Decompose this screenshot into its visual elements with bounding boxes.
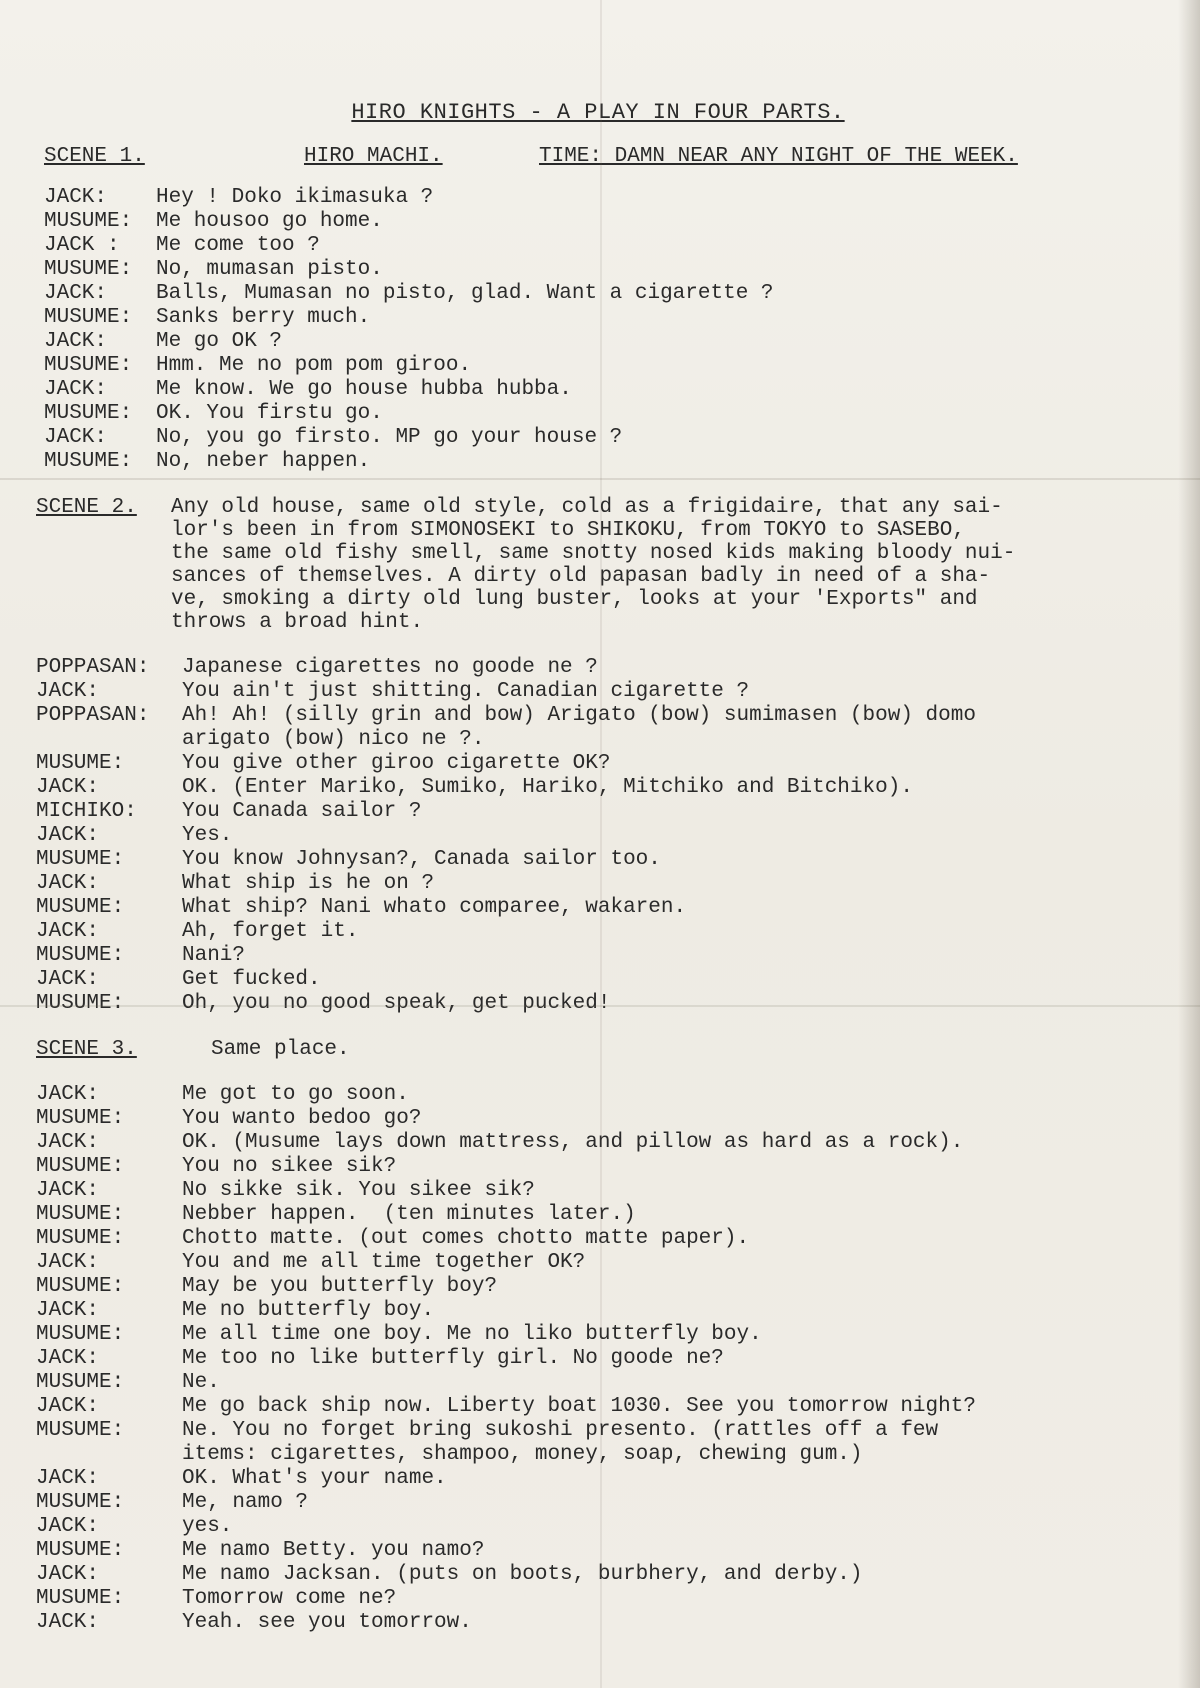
dialogue-line [36,896,1160,920]
dialogue-line [36,402,1160,426]
dialogue-text: Me namo Betty. you namo? [182,1539,485,1562]
speaker-name: MUSUME: [36,1323,125,1346]
dialogue-line [36,824,1160,848]
speaker-name: JACK: [36,824,100,847]
speaker-name: MUSUME: [36,1155,125,1178]
dialogue-text: Ne. You no forget bring sukoshi presento. (rattles off a few [182,1419,939,1442]
dialogue-text: No, mumasan pisto. [156,258,383,281]
dialogue-text: Tomorrow come ne? [182,1587,397,1610]
dialogue-text: Chotto matte. (out comes chotto matte paper). [182,1227,750,1250]
speaker-name: JACK: [36,1347,100,1370]
dialogue-line [36,1203,1160,1227]
dialogue-text: Me all time one boy. Me no liko butterfly boy. [182,1323,762,1346]
dialogue-text: No, you go firsto. MP go your house ? [156,426,623,449]
dialogue-text: May be you butterfly boy? [182,1275,498,1298]
speaker-name: JACK: [44,186,108,209]
dialogue-line [36,234,1160,258]
dialogue-line [36,1395,1160,1419]
dialogue-text: Japanese cigarettes no goode ne ? [182,656,598,679]
dialogue-text: OK. You firstu go. [156,402,383,425]
dialogue-text: You and me all time together OK? [182,1251,586,1274]
scene-1-dialogue [36,186,1160,474]
description-line: ve, smoking a dirty old lung buster, looks at your 'Exports" and [171,588,978,611]
scene-2-label: SCENE 2. [36,496,137,519]
dialogue-line [36,1083,1160,1107]
speaker-name: POPPASAN: [36,704,150,727]
dialogue-text: Nebber happen. (ten minutes later.) [182,1203,636,1226]
dialogue-text: Me go OK ? [156,330,283,353]
dialogue-line [36,450,1160,474]
dialogue-text: OK. (Enter Mariko, Sumiko, Hariko, Mitchiko and Bitchiko). [182,776,913,799]
speaker-name: MUSUME: [44,306,133,329]
speaker-name [36,1443,182,1467]
scene-1-place: HIRO MACHI. [304,145,443,168]
speaker-name: MUSUME: [36,1227,125,1250]
dialogue-line [36,426,1160,450]
dialogue-text: arigato (bow) nico ne ?. [182,728,485,751]
dialogue-text: Hey ! Doko ikimasuka ? [156,186,434,209]
dialogue-text: You ain't just shitting. Canadian cigarette ? [182,680,750,703]
dialogue-line [36,848,1160,872]
speaker-name: JACK: [36,776,100,799]
dialogue-text: Nani? [182,944,246,967]
scene-1-time: TIME: DAMN NEAR ANY NIGHT OF THE WEEK. [539,145,1018,168]
dialogue-line [36,1443,1160,1467]
description-line: lor's been in from SIMONOSEKI to SHIKOKU, from TOKYO to SASEBO, [171,519,965,542]
dialogue-line [36,1491,1160,1515]
dialogue-line [36,258,1160,282]
dialogue-line [36,872,1160,896]
dialogue-line [36,378,1160,402]
scene-2-description [171,496,1160,634]
speaker-name: JACK: [36,920,100,943]
dialogue-line [36,186,1160,210]
dialogue-text: Ah! Ah! (silly grin and bow) Arigato (bow) sumimasen (bow) domo [182,704,976,727]
dialogue-line [36,800,1160,824]
dialogue-text: OK. What's your name. [182,1467,447,1490]
speaker-name: MUSUME: [44,402,133,425]
paper-edge-shadow [1178,0,1200,1688]
speaker-name: MUSUME: [36,896,125,919]
dialogue-line [36,752,1160,776]
dialogue-text: What ship? Nani whato comparee, wakaren. [182,896,687,919]
dialogue-text: Hmm. Me no pom pom giroo. [156,354,472,377]
dialogue-text: Get fucked. [182,968,321,991]
speaker-name: JACK: [44,378,108,401]
speaker-name: MUSUME: [36,992,125,1015]
scene-3-header [36,1038,1160,1061]
dialogue-line [36,1107,1160,1131]
speaker-name: JACK: [36,1083,100,1106]
dialogue-text: Balls, Mumasan no pisto, glad. Want a cigarette ? [156,282,774,305]
speaker-name: MUSUME: [36,1539,125,1562]
dialogue-line [36,776,1160,800]
dialogue-text: No, neber happen. [156,450,371,473]
dialogue-line [36,680,1160,704]
speaker-name: JACK: [36,1563,100,1586]
page-title: HIRO KNIGHTS - A PLAY IN FOUR PARTS. [351,100,845,125]
dialogue-text: Ne. [182,1371,220,1394]
dialogue-line [36,992,1160,1016]
speaker-name: MUSUME: [36,1491,125,1514]
dialogue-line [36,1347,1160,1371]
speaker-name: POPPASAN: [36,656,150,679]
scene-3-place: Same place. [211,1038,350,1061]
dialogue-line [36,1515,1160,1539]
dialogue-text: You give other giroo cigarette OK? [182,752,611,775]
paper-fold-vertical [600,0,602,1688]
speaker-name: MUSUME: [36,944,125,967]
speaker-name: MUSUME: [36,752,125,775]
dialogue-line [36,1371,1160,1395]
dialogue-line [36,1299,1160,1323]
speaker-name: JACK: [36,1515,100,1538]
speaker-name: JACK: [36,968,100,991]
dialogue-text: Me, namo ? [182,1491,309,1514]
speaker-name: JACK: [36,1179,100,1202]
scene-3-label: SCENE 3. [36,1038,137,1061]
dialogue-text: Me go back ship now. Liberty boat 1030. See you tomorrow night? [182,1395,976,1418]
speaker-name: JACK: [36,1251,100,1274]
description-line: the same old fishy smell, same snotty nosed kids making bloody nui- [171,542,1016,565]
speaker-name: JACK: [44,330,108,353]
speaker-name: MUSUME: [36,1419,125,1442]
dialogue-text: You Canada sailor ? [182,800,422,823]
dialogue-text: Me namo Jacksan. (puts on boots, burbhery, and derby.) [182,1563,863,1586]
dialogue-text: OK. (Musume lays down mattress, and pillow as hard as a rock). [182,1131,964,1154]
dialogue-line [36,1131,1160,1155]
speaker-name: JACK: [44,282,108,305]
scene-1-header [36,145,1160,168]
speaker-name: MUSUME: [36,848,125,871]
speaker-name: MICHIKO: [36,800,137,823]
speaker-name: MUSUME: [36,1203,125,1226]
dialogue-text: You wanto bedoo go? [182,1107,422,1130]
scene-2-dialogue [36,656,1160,1016]
speaker-name: JACK: [36,872,100,895]
dialogue-line [36,1275,1160,1299]
description-line: throws a broad hint. [171,611,424,634]
speaker-name: MUSUME: [44,210,133,233]
dialogue-line [36,1251,1160,1275]
speaker-name: MUSUME: [44,450,133,473]
dialogue-line [36,728,1160,752]
speaker-name: JACK: [36,1611,100,1634]
dialogue-text: Me come too ? [156,234,320,257]
dialogue-text: You no sikee sik? [182,1155,397,1178]
dialogue-line [36,1539,1160,1563]
dialogue-text: You know Johnysan?, Canada sailor too. [182,848,661,871]
dialogue-line [36,330,1160,354]
dialogue-text: yes. [182,1515,233,1538]
dialogue-line [36,354,1160,378]
dialogue-line [36,1587,1160,1611]
speaker-name: JACK: [44,426,108,449]
description-line: Any old house, same old style, cold as a frigidaire, that any sai- [171,496,1003,519]
dialogue-line [36,1467,1160,1491]
speaker-name: MUSUME: [36,1107,125,1130]
speaker-name: MUSUME: [36,1275,125,1298]
dialogue-line [36,282,1160,306]
dialogue-text: What ship is he on ? [182,872,435,895]
dialogue-line [36,968,1160,992]
dialogue-text: Me housoo go home. [156,210,383,233]
dialogue-line [36,1323,1160,1347]
dialogue-line [36,1419,1160,1443]
dialogue-line [36,704,1160,728]
dialogue-text: Me got to go soon. [182,1083,409,1106]
dialogue-line [36,1563,1160,1587]
dialogue-text: Ah, forget it. [182,920,359,943]
speaker-name: JACK: [36,1467,100,1490]
dialogue-text: Me no butterfly boy. [182,1299,435,1322]
dialogue-text: items: cigarettes, shampoo, money, soap, chewing gum.) [182,1443,863,1466]
speaker-name: MUSUME: [44,354,133,377]
speaker-name: JACK: [36,1131,100,1154]
dialogue-text: Me know. We go house hubba hubba. [156,378,572,401]
dialogue-line [36,1179,1160,1203]
speaker-name: JACK: [36,1299,100,1322]
scene-1-label: SCENE 1. [44,145,145,168]
speaker-name [36,728,182,752]
speaker-name: JACK : [44,234,120,257]
description-line: sances of themselves. A dirty old papasan badly in need of a sha- [171,565,991,588]
dialogue-text: Yes. [182,824,233,847]
dialogue-line [36,306,1160,330]
dialogue-text: No sikke sik. You sikee sik? [182,1179,535,1202]
dialogue-text: Sanks berry much. [156,306,371,329]
dialogue-text: Yeah. see you tomorrow. [182,1611,472,1634]
speaker-name: MUSUME: [44,258,133,281]
speaker-name: JACK: [36,680,100,703]
dialogue-line [36,920,1160,944]
dialogue-text: Oh, you no good speak, get pucked! [182,992,611,1015]
scene-2-header [36,496,1160,634]
speaker-name: JACK: [36,1395,100,1418]
dialogue-line [36,210,1160,234]
dialogue-line [36,944,1160,968]
speaker-name: MUSUME: [36,1371,125,1394]
dialogue-text: Me too no like butterfly girl. No goode ne? [182,1347,724,1370]
dialogue-line [36,1611,1160,1635]
dialogue-line [36,1227,1160,1251]
scene-3-dialogue [36,1083,1160,1635]
dialogue-line [36,1155,1160,1179]
dialogue-line [36,656,1160,680]
speaker-name: MUSUME: [36,1587,125,1610]
